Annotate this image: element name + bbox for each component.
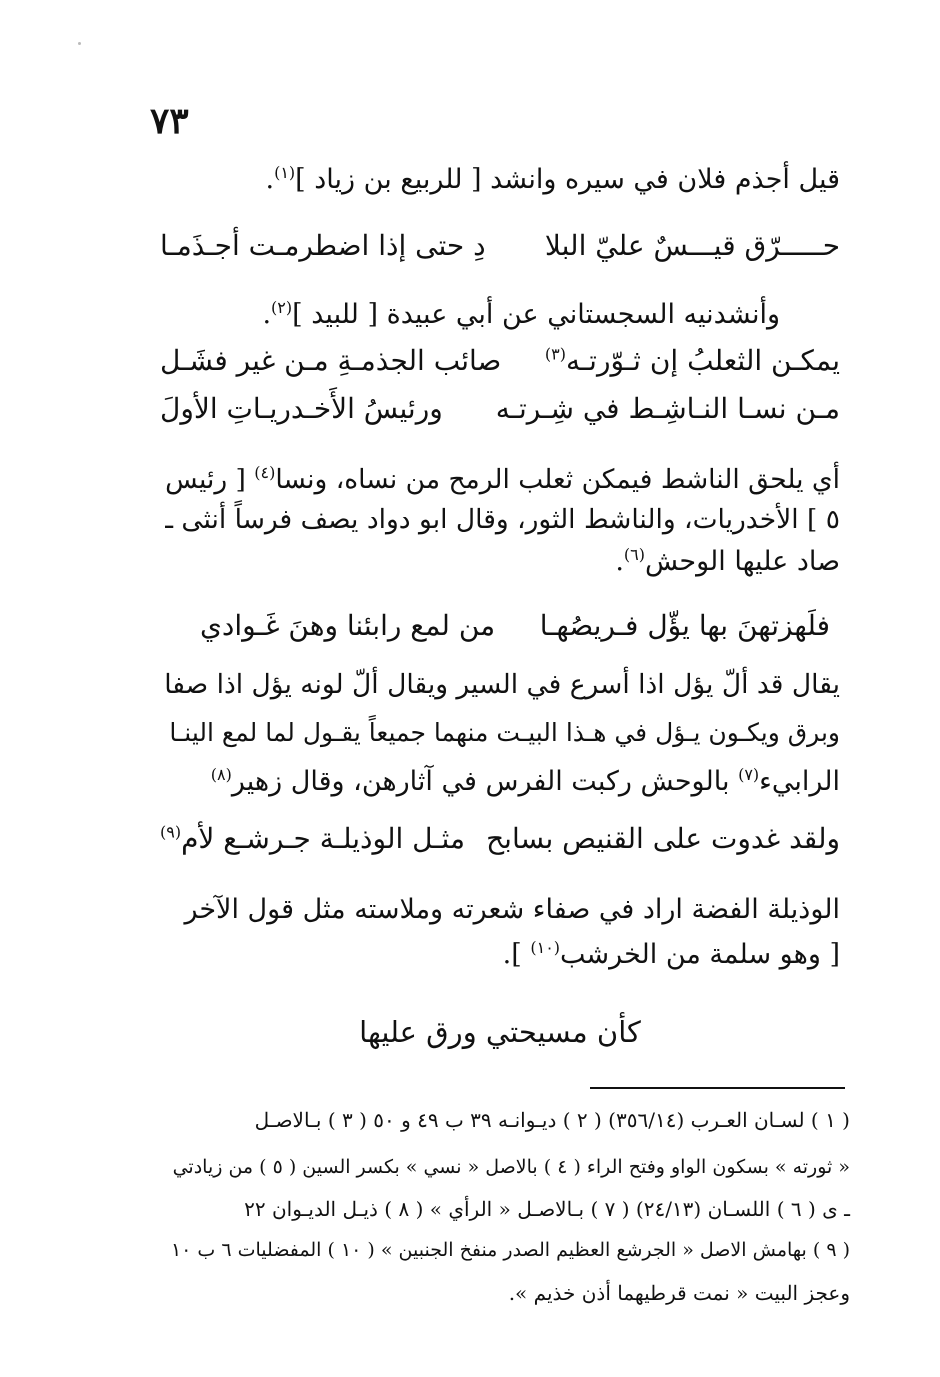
- line-text: يقال قد ألّ يؤل اذا أسرع في السير ويقال ألّ لونه يؤل اذا صفا: [164, 669, 840, 700]
- line-text: قيل أجذم فلان في سيره وانشد [ للربيع بن زياد ]: [295, 164, 840, 195]
- footnote-line-5: وعجز البيت « نمت قرطيهما أذن خذيم ».: [508, 1281, 850, 1305]
- verse-first-hemistich: حـــــرّق قيـــسٌ عليّ البلا: [544, 229, 840, 262]
- verse-first-hemistich: مـن نسـا النـاشِـط في شِـرتـه: [495, 392, 840, 425]
- footnote-rule: [590, 1087, 845, 1089]
- footnote-ref: (٤): [254, 463, 276, 483]
- verse-second-hemistich: صائب الجذمـةِ مـن غير فشَـل: [160, 344, 502, 377]
- prose-line-8: [160, 762, 840, 802]
- prose-line-3: [160, 460, 840, 500]
- footnote-ref: (٦): [623, 545, 645, 564]
- verse-5: [160, 818, 840, 860]
- verse-first-hemistich: ولقد غدوت على القنيص بسابح: [486, 822, 840, 855]
- line-text-end: .: [262, 299, 272, 330]
- verse-second-hemistich: دِ حتى إذا اضطرمـت أجـذَمـا: [160, 229, 486, 262]
- line-text-end: ].: [502, 939, 531, 970]
- hemistich-text: مثـل الوذيلـة جـرشـع لأم: [181, 822, 466, 855]
- line-text: وأنشدنيه السجستاني عن أبي عبيدة [ للبيد ]: [292, 299, 780, 330]
- footnote-line-3: ـ ى ( ٦ ) اللسـان (٢٤/١٣) ( ٧ ) بـالاصـل « الرأي » ( ٨ ) ذيـل الديـوان ٢٢: [244, 1197, 850, 1221]
- footnote-line-2: « ثورته » بسكون الواو وفتح الراء ( ٤ ) بالاصل « نسي » بكسر السين ( ٥ ) من زيادتي: [172, 1156, 850, 1178]
- verse-second-hemistich: من لمع رابئنا وهنَ غَـوادي: [200, 609, 496, 642]
- line-text-end: .: [615, 546, 624, 577]
- prose-line-7: [160, 713, 840, 753]
- prose-line-4: [160, 500, 840, 540]
- footnote-ref: (١): [274, 163, 296, 182]
- footnote-ref: (٩): [160, 822, 182, 842]
- closing-verse: كأن مسيحتي ورق عليها: [359, 1015, 641, 1049]
- line-text-end: بالوحش ركبت الفرس في آثارهن، وقال زهير: [231, 766, 739, 797]
- footnote-ref: (٣): [544, 344, 566, 364]
- footnote-ref: (١٠): [530, 938, 561, 957]
- prose-line-6: [160, 665, 840, 705]
- prose-line-1: [160, 160, 840, 200]
- line-text-end: ـ: [165, 504, 182, 535]
- footnote-ref: (٧): [738, 765, 760, 784]
- verse-2: [160, 340, 840, 382]
- line-text-end: .: [265, 164, 275, 195]
- verse-3: [160, 388, 840, 430]
- footnote-line-4: ( ٩ ) بهامش الاصل « الجرشع العظيم الصدر منفخ الجنبين » ( ١٠ ) المفضليات ٦ ب ١٠: [170, 1239, 850, 1261]
- hemistich-text: يمكـن الثعلبُ إن ثـوّرتـه: [565, 344, 840, 377]
- verse-first-hemistich: [545, 340, 840, 382]
- line-text: الرابيء: [759, 766, 840, 797]
- prose-line-10: [160, 935, 840, 975]
- line-text: أي يلحق الناشط فيمكن ثعلب الرمح من نساه، ونسا: [275, 464, 840, 495]
- line-text-end: [ رئيس: [165, 464, 255, 495]
- page-number: ٧٣: [150, 100, 189, 142]
- verse-first-hemistich: فلَهزتهنَ بها يؤّل فـريصُهـا: [539, 609, 830, 642]
- footnote-ref: (٢): [271, 298, 293, 317]
- verse-4: [200, 605, 830, 647]
- line-text: ٥ ] الأخدريات، والناشط الثور، وقال ابو دواد يصف فرساً أنثى: [181, 504, 840, 535]
- line-text: صاد عليها الوحش: [645, 546, 840, 577]
- prose-line-5: [160, 542, 840, 582]
- scan-speck: [78, 42, 81, 45]
- footnote-ref-zuhair: (٨): [210, 765, 232, 784]
- prose-line-2: [160, 295, 780, 335]
- line-text: الوذيلة الفضة اراد في صفاء شعرته وملاسته مثل قول الآخر: [184, 894, 840, 925]
- footnote-line-1: ( ١ ) لسـان العـرب (٣٥٦/١٤) ( ٢ ) ديـوانـه ٣٩ ب ٤٩ و ٥٠ ( ٣ ) بـالاصـل: [254, 1108, 850, 1132]
- verse-1: [160, 225, 840, 267]
- verse-second-hemistich: ورئيسُ الأَخـدريـاتِ الأولَ: [160, 392, 443, 425]
- prose-line-9: [160, 890, 840, 930]
- verse-second-hemistich: [160, 818, 465, 860]
- line-text: وبرق ويكـون يـؤل في هـذا البيـت منهما جميعاً يقـول لما لمع الينـا: [169, 718, 840, 747]
- line-text: [ وهو سلمة من الخرشب: [560, 939, 840, 970]
